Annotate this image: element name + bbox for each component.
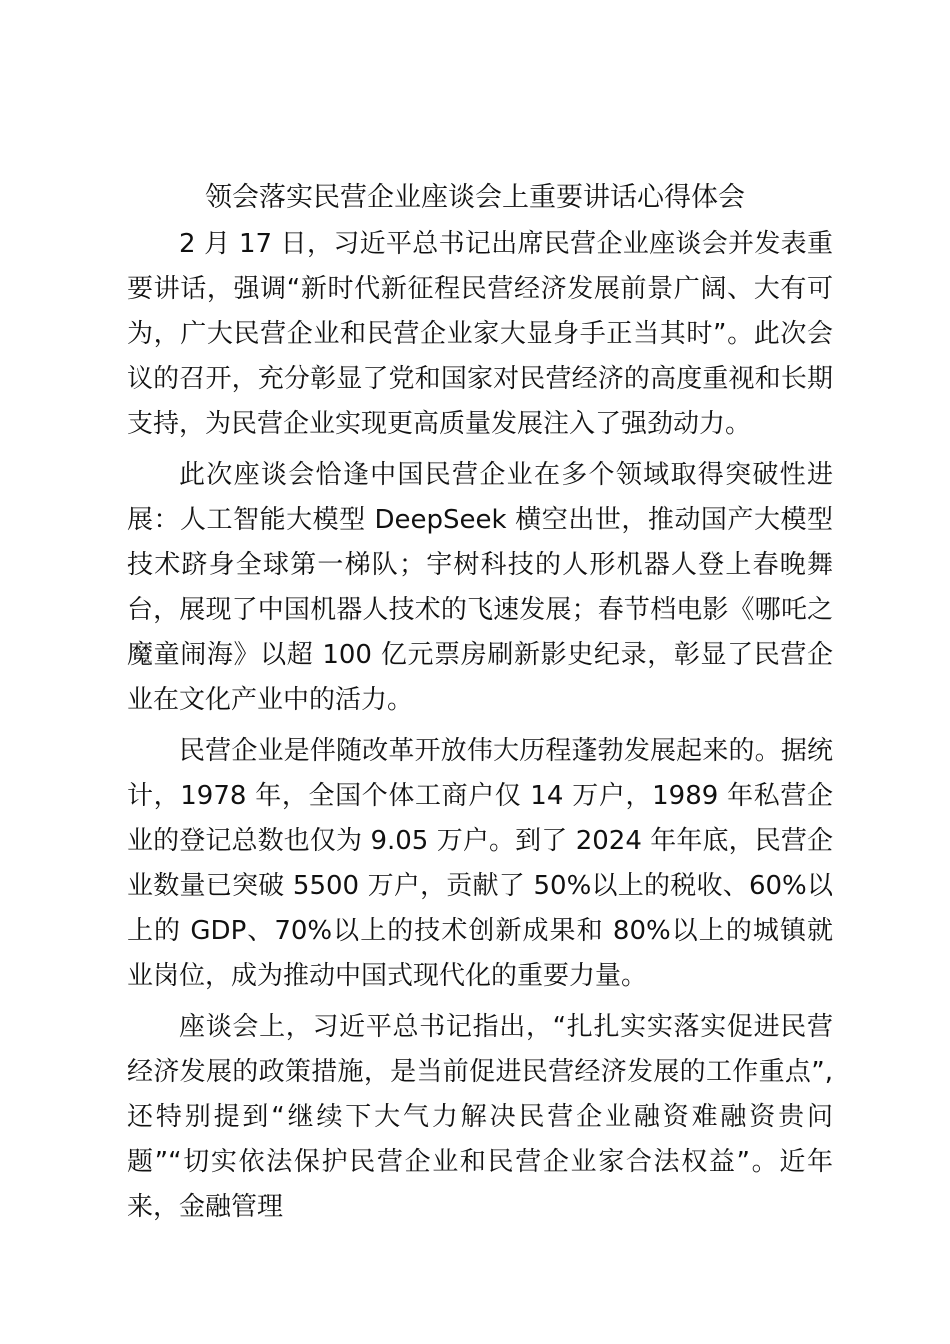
document-title: 领会落实民营企业座谈会上重要讲话心得体会	[205, 182, 745, 213]
paragraph-2: 此次座谈会恰逢中国民营企业在多个领域取得突破性进展：人工智能大模型 DeepSeek 横空出世，推动国产大模型技术跻身全球第一梯队；宇树科技的人形机器人登上春晚舞台，展现了中国机器人技术的飞速发展；春节档电影《哪吒之魔童闹海》以超 100 亿元票房刷新影史纪录，彰显了民营企业在文化产业中的活力。	[127, 460, 833, 715]
paragraph-3: 民营企业是伴随改革开放伟大历程蓬勃发展起来的。据统计，1978 年，全国个体工商户仅 14 万户，1989 年私营企业的登记总数也仅为 9.05 万户。到了 2024 年年底，民营企业数量已突破 5500 万户，贡献了 50%以上的税收、60%以上的 GDP、70%以上的技术创新成果和 80%以上的城镇就业岗位，成为推动中国式现代化的重要力量。	[127, 736, 833, 991]
paragraph-4: 座谈会上，习近平总书记指出，“扎扎实实落实促进民营经济发展的政策措施，是当前促进民营经济发展的工作重点”,还特别提到“继续下大气力解决民营企业融资难融资贵问题”“切实依法保护民营企业和民营企业家合法权益”。近年来，金融管理	[127, 1012, 833, 1222]
document-body	[127, 222, 833, 1236]
paragraph-1: 2 月 17 日，习近平总书记出席民营企业座谈会并发表重要讲话，强调“新时代新征程民营经济发展前景广阔、大有可为，广大民营企业和民营企业家大显身手正当其时”。此次会议的召开，充分彰显了党和国家对民营经济的高度重视和长期支持，为民营企业实现更高质量发展注入了强劲动力。	[127, 229, 833, 439]
